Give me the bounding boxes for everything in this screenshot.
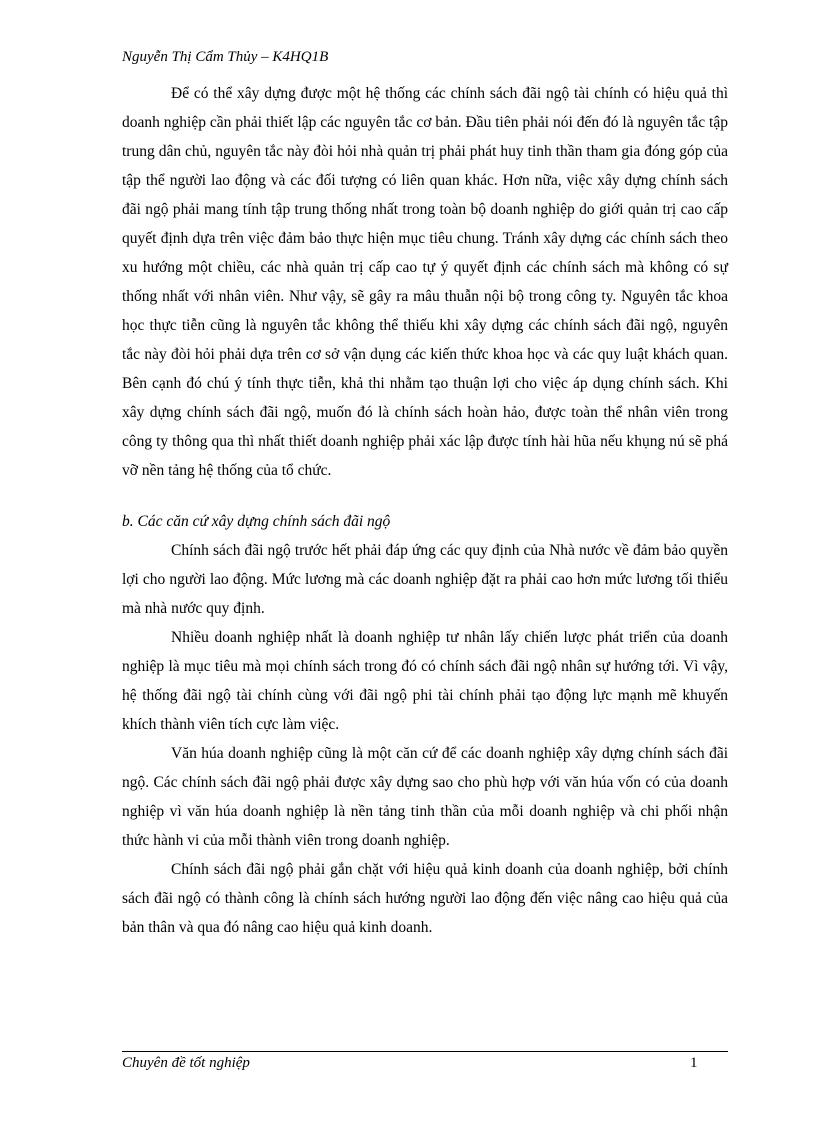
paragraph-corporate-culture: Văn húa doanh nghiệp cũng là một căn cứ để các doanh nghiệp xây dựng chính sách đãi ngộ. Các chính sách đãi ngộ phải được xây dựng sao cho phù hợp với văn húa vốn có của doanh nghiệp vì văn húa doanh nghiệp là nền tảng tinh thần của mỗi doanh nghiệp và chi phối nhận thức hành vi của mỗi thành viên trong doanh nghiệp. (122, 745, 728, 849)
section-heading: b. Các căn cứ xây dựng chính sách đãi ngộ (122, 513, 391, 530)
paragraph-state-regulations: Chính sách đãi ngộ trước hết phải đáp ứng các quy định của Nhà nước về đảm bảo quyền lợi cho người lao động. Mức lương mà các doanh nghiệp đặt ra phải cao hơn mức lương tối thiểu mà nhà nước quy định. (122, 542, 728, 617)
page-number: 1 (690, 1055, 698, 1071)
footer-label: Chuyên đề tốt nghiệp (122, 1055, 250, 1071)
paragraph-development-strategy: Nhiều doanh nghiệp nhất là doanh nghiệp tư nhân lấy chiến lược phát triển của doanh nghiệp là mục tiêu mà mọi chính sách trong đó có chính sách đãi ngộ nhân sự hướng tới. Vì vậy, hệ thống đãi ngộ tài chính cùng với đãi ngộ phi tài chính phải tạo động lực mạnh mẽ khuyến khích thành viên tích cực làm việc. (122, 629, 728, 733)
footer-divider (122, 1051, 728, 1052)
paragraph-business-efficiency: Chính sách đãi ngộ phải gắn chặt với hiệu quả kinh doanh của doanh nghiệp, bởi chính sách đãi ngộ có thành công là chính sách hướng người lao động đến việc nâng cao hiệu quả của bản thân và qua đó nâng cao hiệu quả kinh doanh. (122, 861, 728, 936)
author-header: Nguyễn Thị Cẩm Thủy – K4HQ1B (122, 49, 329, 65)
document-body (122, 79, 728, 942)
paragraph-principles: Để có thể xây dựng được một hệ thống các chính sách đãi ngộ tài chính có hiệu quả thì doanh nghiệp cần phải thiết lập các nguyên tắc cơ bản. Đầu tiên phải nói đến đó là nguyên tắc tập trung dân chủ, nguyên tắc này đòi hỏi nhà quản trị phải phát huy tinh thần tham gia đóng góp của tập thể người lao động và các đối tượng có liên quan khác. Hơn nữa, việc xây dựng chính sách đãi ngộ phải mang tính tập trung thống nhất trong toàn bộ doanh nghiệp do giới quản trị cao cấp quyết định dựa trên việc đảm bảo thực hiện mục tiêu chung. Tránh xây dựng các chính sách theo xu hướng một chiều, các nhà quản trị cấp cao tự ý quyết định các chính sách mà không có sự thống nhất với nhân viên. Như vậy, sẽ gây ra mâu thuẫn nội bộ trong công ty. Nguyên tắc khoa học thực tiễn cũng là nguyên tắc không thể thiếu khi xây dựng các chính sách đãi ngộ, nguyên tắc này đòi hỏi phải dựa trên cơ sở vận dụng các kiến thức khoa học và các quy luật khách quan. Bên cạnh đó chú ý tính thực tiễn, khả thi nhằm tạo thuận lợi cho việc áp dụng chính sách. Khi xây dựng chính sách đãi ngộ, muốn đó là chính sách hoàn hảo, được toàn thể nhân viên trong công ty thông qua thì nhất thiết doanh nghiệp phải xác lập được tính hài hũa nếu khụng nú sẽ phá vỡ nền tảng hệ thống của tổ chức. (122, 85, 728, 479)
